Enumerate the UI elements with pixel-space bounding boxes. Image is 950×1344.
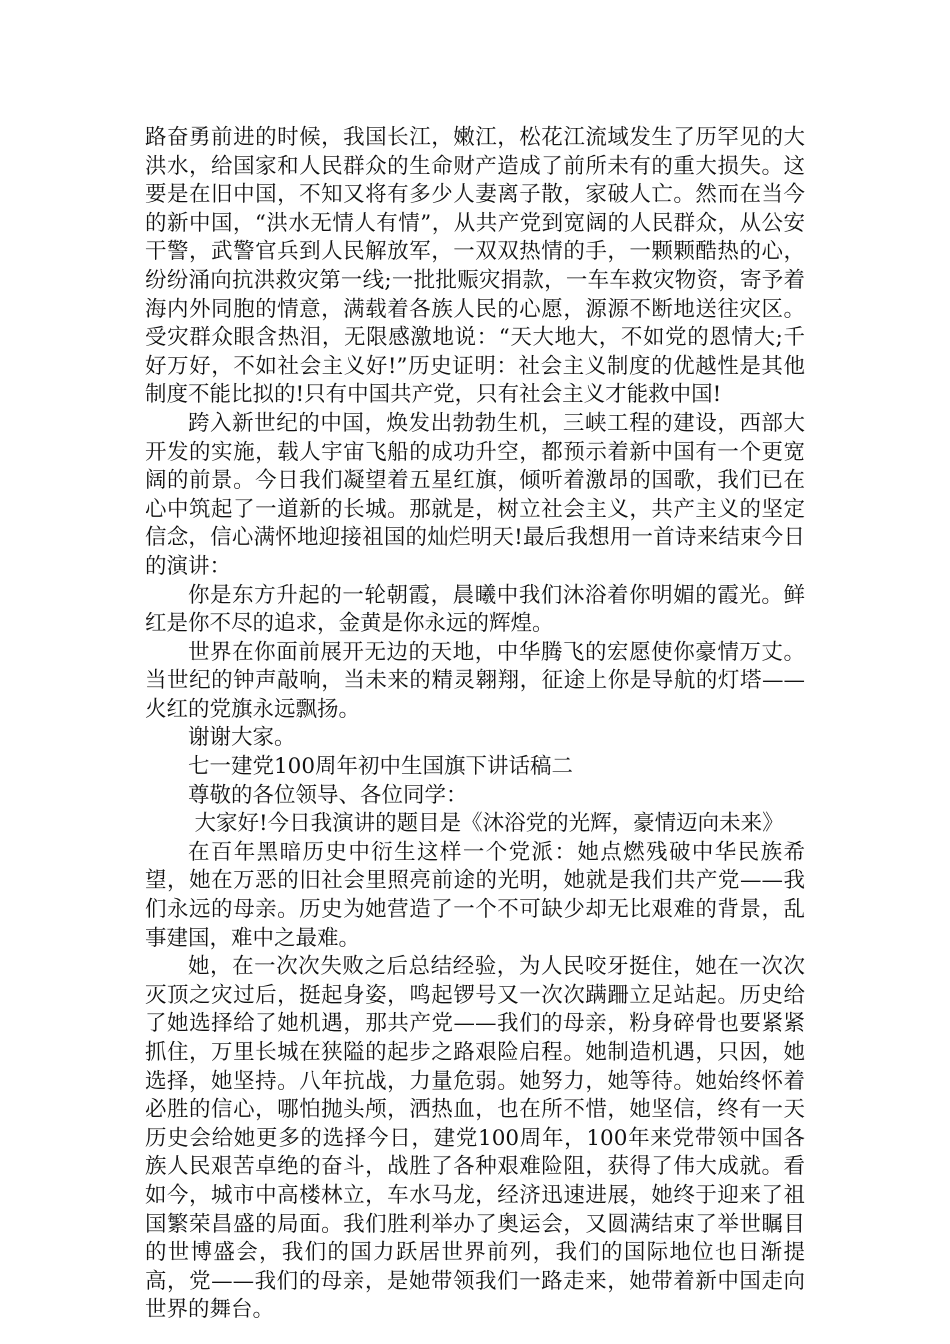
paragraph-party-origin: 在百年黑暗历史中衍生这样一个党派：她点燃残破中华民族希望，她在万恶的旧社会里照亮前途的光明，她就是我们共产党——我们永远的母亲。历史为她营造了一个不可缺少却无比艰难的背景，乱事建国，难中之最难。 [145,839,805,951]
speech-text-body [145,124,805,1325]
poem-line-world: 世界在你面前展开无边的天地，中华腾飞的宏愿使你豪情万丈。当世纪的钟声敲响，当未来的精灵翱翔，征途上你是导航的灯塔——火红的党旗永远飘扬。 [145,639,805,722]
closing-thanks: 谢谢大家。 [188,725,296,751]
section-title-speech-two: 七一建党100周年初中生国旗下讲话稿二 [188,754,574,780]
poem-line-dawn: 你是东方升起的一轮朝霞，晨曦中我们沐浴着你明媚的霞光。鲜红是你不尽的追求，金黄是你永远的辉煌。 [145,582,805,637]
paragraph-party-struggle: 她，在一次次失败之后总结经验，为人民咬牙挺住，她在一次次灭顶之灾过后，挺起身姿，鸣起锣号又一次次蹒跚立足站起。历史给了她选择给了她机遇，那共产党——我们的母亲，粉身碎骨也要紧紧抓住，万里长城在狭隘的起步之路艰险启程。她制造机遇，只因，她选择，她坚持。八年抗战，力量危弱。她努力，她等待。她始终怀着必胜的信心，哪怕抛头颅，洒热血，也在所不惜，她坚信，终有一天历史会给她更多的选择今日，建党100周年，100年来党带领中国各族人民艰苦卓绝的奋斗，战胜了各种艰难险阻，获得了伟大成就。看如今，城市中高楼林立，车水马龙，经济迅速进展，她终于迎来了祖国繁荣昌盛的局面。我们胜利举办了奥运会，又圆满结束了举世瞩目的世博盛会，我们的国力跃居世界前列，我们的国际地位也日渐提高，党——我们的母亲，是她带领我们一路走来，她带着新中国走向世界的舞台。 [145,954,805,1323]
salutation: 尊敬的各位领导、各位同学： [188,782,468,808]
speech-topic-intro: 大家好!今日我演讲的题目是《沐浴党的光辉，豪情迈向未来》 [194,811,784,837]
paragraph-new-century: 跨入新世纪的中国，焕发出勃勃生机，三峡工程的建设，西部大开发的实施，载人宇宙飞船的成功升空，都预示着新中国有一个更宽阔的前景。今日我们凝望着五星红旗，倾听着激昂的国歌，我们已在心中筑起了一道新的长城。那就是，树立社会主义，共产主义的坚定信念，信心满怀地迎接祖国的灿烂明天!最后我想用一首诗来结束今日的演讲： [145,410,805,579]
paragraph-flood-relief: 路奋勇前进的时候，我国长江，嫩江，松花江流域发生了历罕见的大洪水，给国家和人民群众的生命财产造成了前所未有的重大损失。这要是在旧中国，不知又将有多少人妻离子散，家破人亡。然而在当今的新中国，“洪水无情人有情”，从共产党到宽阔的人民群众，从公安干警，武警官兵到人民解放军，一双双热情的手，一颗颗酷热的心，纷纷涌向抗洪救灾第一线;一批批赈灾捐款，一车车救灾物资，寄予着海内外同胞的情意，满载着各族人民的心愿，源源不断地送往灾区。受灾群众眼含热泪，无限感激地说：“天大地大，不如党的恩情大;千好万好，不如社会主义好!”历史证明：社会主义制度的优越性是其他制度不能比拟的!只有中国共产党，只有社会主义才能救中国! [145,125,805,408]
